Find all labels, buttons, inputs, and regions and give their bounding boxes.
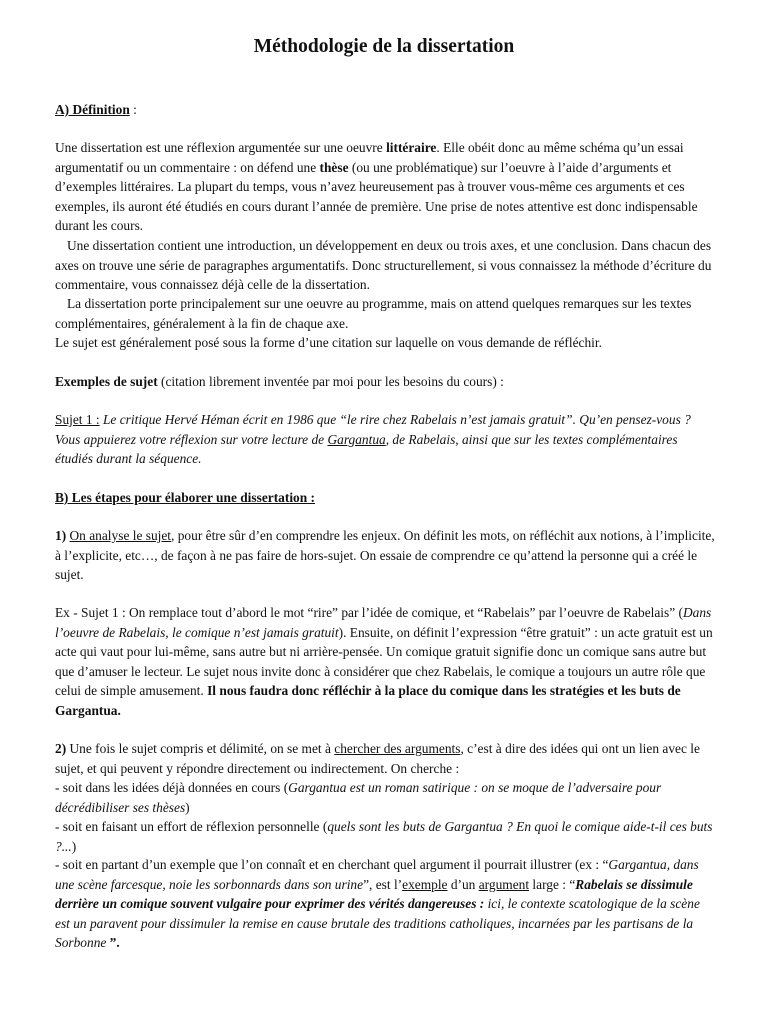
definition-paragraph-2: Une dissertation contient une introduction, un développement en deux ou trois axes, et une conclusion. Dans chacun des axes on trouve une série de paragraphes argumentatifs. Donc structurellement, si vous connaissez la méthode d’écriture du commentaire, vous connaissez déjà celle de la dissertation. — [55, 238, 712, 292]
section-b-heading-label: B) Les étapes pour élaborer une dissertation : — [55, 490, 315, 505]
sujet-text: Le critique Hervé Héman écrit en 1986 que “le rire chez Rabelais n’est jamais gratuit”. Qu’en pensez-vous ? Vous appuierez votre réflexion sur votre lecture de — [55, 412, 691, 447]
text-span: Une dissertation est une réflexion argumentée sur une oeuvre — [55, 140, 387, 155]
examples-intro — [55, 372, 715, 392]
text-span: - soit dans les idées déjà données en cours ( — [55, 780, 289, 795]
text-span: d’un — [447, 876, 479, 892]
text-span: ”. — [106, 935, 120, 950]
text-span: (ou une problématique) sur l’oeuvre à l’aide d’arguments et d’exemples littéraires. La plupart du temps, vous n’avez heureusement pas à trouver vous-même ces arguments et ces exemples, ils auront été étudiés en cours durant l’année de première. Une prise de notes attentive est donc indispensable durant les cours. — [55, 159, 698, 233]
sujet-label: Sujet 1 : — [55, 412, 100, 427]
work-title: Gargantua — [327, 431, 386, 447]
step-2-paragraph — [55, 739, 715, 778]
section-b-heading — [55, 488, 715, 508]
example-paragraph — [55, 603, 715, 720]
examples-label-tail: (citation librement inventée par moi pour les besoins du cours) : — [157, 374, 504, 389]
bold-keyword: littéraire — [386, 140, 437, 155]
bold-italic-span: Rabelais se dissimule derrière un comique souvent vulgaire pour exprimer des vérités dangereuses : — [55, 876, 693, 911]
text-span: ”, est l’ — [363, 876, 403, 892]
italic-span: quels sont les buts de Gargantua ? En quoi le comique aide-t-il ces buts ?... — [55, 819, 713, 854]
section-a-heading-tail: : — [129, 102, 137, 117]
italic-span: ici, le contexte scatologique de la scène est un paravent pour dissimuler la remise en cause brutale des traditions catholiques, incarnées par les partisans de la Sorbonne — [55, 896, 700, 950]
text-span: large : “ — [529, 876, 576, 892]
section-a-heading-label: A) Définition — [55, 102, 130, 117]
definition-paragraph-1 — [55, 138, 715, 236]
text-span: ) — [185, 799, 190, 815]
examples-label: Exemples de sujet — [55, 374, 158, 389]
italic-span: Gargantua, dans une scène farcesque, noie les sorbonnards dans son urine — [55, 857, 699, 892]
sujet-1 — [55, 410, 715, 469]
step-1-paragraph — [55, 526, 715, 585]
text-span: , pour être sûr d’en comprendre les enjeux. On définit les mots, on réfléchit aux notions, à l’implicite, à l’explicite, etc…, de façon à ne pas faire de hors-sujet. On essaie de comprendre ce qu’attend la personne qui a créé le sujet. — [55, 528, 715, 582]
bold-conclusion: Il nous faudra donc réfléchir à la place du comique dans les stratégies et les buts de Gargantua. — [55, 683, 681, 718]
sujet-text: , de Rabelais, ainsi que sur les textes complémentaires étudiés durant la séquence. — [55, 431, 678, 466]
bullet-item-2 — [55, 817, 715, 856]
step-keyword: On analyse le sujet — [69, 528, 172, 543]
page-title: Méthodologie de la dissertation — [253, 36, 515, 57]
bullet-item-3 — [55, 855, 715, 953]
step-keyword: chercher des arguments — [334, 741, 461, 756]
italic-span: Dans l’oeuvre de Rabelais, le comique n’est jamais gratuit — [55, 605, 712, 640]
step-number: 1) — [55, 528, 67, 543]
text-span: Une fois le sujet compris et délimité, on se met à — [66, 741, 335, 756]
text-span: Ex - Sujet 1 : On remplace tout d’abord le mot “rire” par l’idée de comique, et “Rabelais” par l’oeuvre de Rabelais” ( — [55, 605, 683, 620]
text-span: ) — [71, 838, 77, 854]
text-span: . Elle obéit donc au même schéma qu’un essai argumentatif ou un commentaire : on défend une — [55, 140, 684, 175]
bold-keyword: thèse — [319, 159, 349, 175]
text-span: - soit en partant d’un exemple que l’on connaît et en cherchant quel argument il pourrait illustrer (ex : “ — [55, 857, 609, 872]
text-span: - soit en faisant un effort de réflexion personnelle ( — [55, 819, 328, 834]
underlined-word: exemple — [402, 876, 448, 892]
underlined-word: argument — [478, 876, 530, 892]
italic-span: Gargantua est un roman satirique : on se moque de l’adversaire pour décrédibiliser ses thèses — [55, 780, 662, 815]
text-span: ). Ensuite, on définit l’expression “être gratuit” : un acte gratuit est un acte qui vaut pour lui-même, sans autre but ni arrière-pensée. Un comique gratuit signifie donc un comique sans autre but que d’amuser le lecteur. Le sujet nous invite donc à considérer que chez Rabelais, le comique a toujours un autre rôle que celui de simple amusement. — [55, 624, 713, 698]
definition-paragraph-3: La dissertation porte principalement sur une oeuvre au programme, mais on attend quelques remarques sur les textes complémentaires, généralement à la fin de chaque axe. — [55, 296, 692, 331]
bullet-item-1 — [55, 778, 715, 817]
section-a-heading — [55, 100, 715, 120]
text-span: , c’est à dire des idées qui ont un lien avec le sujet, et qui peuvent y répondre directement ou indirectement. On cherche : — [55, 741, 700, 776]
definition-paragraph-4: Le sujet est généralement posé sous la forme d’une citation sur laquelle on vous demande de réfléchir. — [55, 335, 602, 350]
step-number: 2) — [55, 741, 67, 756]
